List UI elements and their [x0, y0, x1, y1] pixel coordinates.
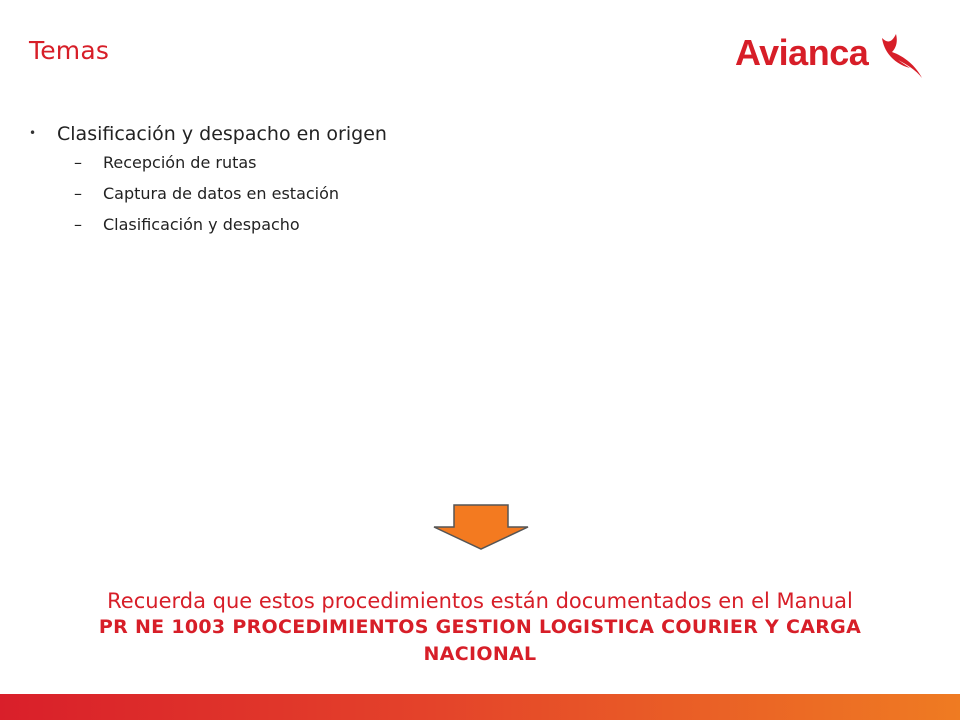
note-line-2: PR NE 1003 PROCEDIMIENTOS GESTION LOGISTICA COURIER Y CARGA NACIONAL [98, 616, 862, 665]
list-item [74, 153, 909, 184]
logo-wordmark: Avianca [735, 32, 869, 73]
list-item-text: Clasificación y despacho [103, 215, 300, 234]
dash-marker: – [74, 215, 82, 234]
list-item [74, 184, 909, 215]
dash-marker: – [74, 184, 82, 203]
avianca-logo [730, 30, 930, 82]
bullet-dot: • [29, 126, 37, 140]
main-bullet-text: Clasificación y despacho en origen [57, 123, 387, 145]
note-line-1: Recuerda que estos procedimientos están documentados en el Manual [107, 589, 853, 613]
sub-topic-list [74, 153, 909, 246]
topic-list [29, 123, 909, 246]
footer-bar [0, 694, 960, 720]
manual-note [40, 588, 920, 668]
avianca-bird-icon [876, 30, 926, 80]
dash-marker: – [74, 153, 82, 172]
slide-title: Temas [29, 36, 110, 65]
down-arrow-icon [432, 504, 530, 550]
list-item-text: Captura de datos en estación [103, 184, 340, 203]
list-item [74, 215, 909, 246]
list-item-text: Recepción de rutas [103, 153, 257, 172]
main-bullet [29, 123, 909, 145]
